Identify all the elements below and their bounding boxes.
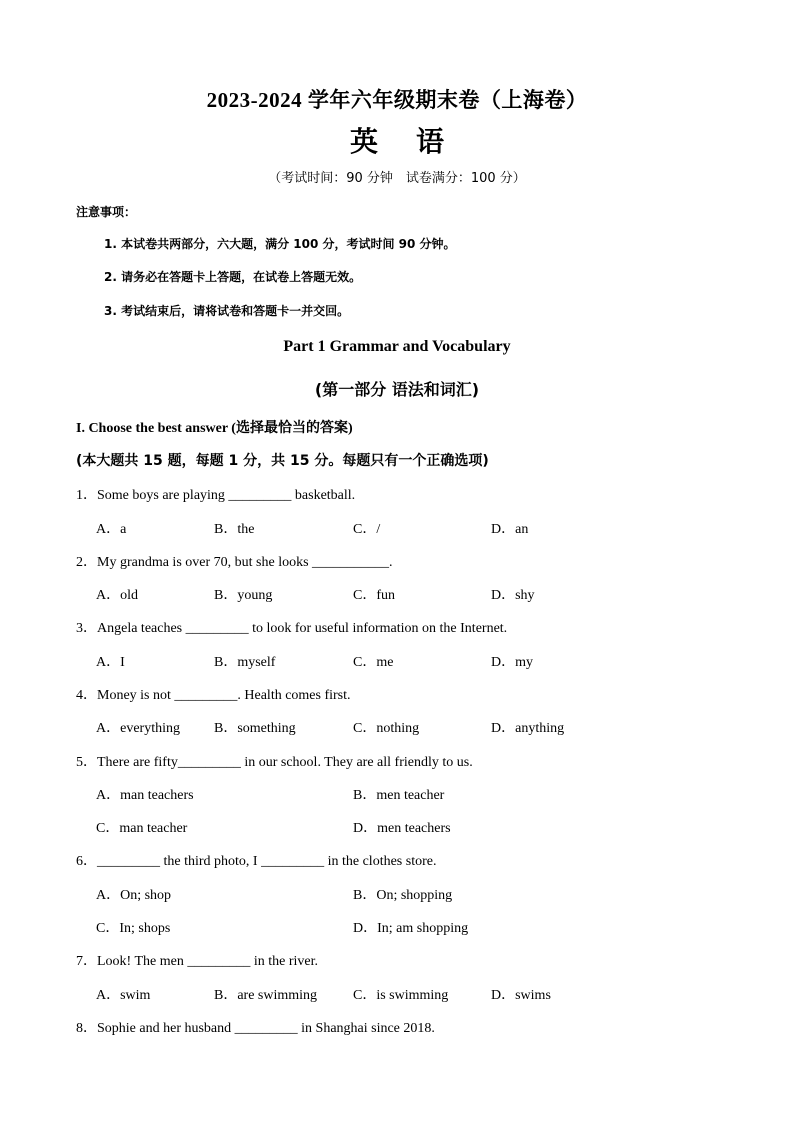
question-2: 2．My grandma is over 70, but she looks ___________. xyxy=(76,555,393,570)
q3-option-d: D．my xyxy=(491,655,533,670)
part-subtitle: (第一部分 语法和词汇) xyxy=(314,380,480,399)
q6-option-a: A．On; shop xyxy=(96,888,172,903)
q5-option-b: B．men teacher xyxy=(353,788,445,803)
q5-option-d: D．men teachers xyxy=(353,821,451,836)
q4-option-c: C．nothing xyxy=(353,721,420,736)
q1-option-d: D．an xyxy=(491,522,529,537)
part-title: Part 1 Grammar and Vocabulary xyxy=(283,338,511,355)
notes-title: 注意事项： xyxy=(76,205,137,219)
q2-option-c: C．fun xyxy=(353,588,395,603)
q2-option-b: B．young xyxy=(214,588,273,603)
section-heading: I. Choose the best answer (选择最恰当的答案) xyxy=(76,421,353,436)
q1-option-c: C．/ xyxy=(353,522,381,537)
note-item: 1. 本试卷共两部分，六大题，满分 100 分，考试时间 90 分钟。 xyxy=(104,237,456,251)
subject-char-1: 英 xyxy=(349,125,378,158)
note-item: 2. 请务必在答题卡上答题，在试卷上答题无效。 xyxy=(104,270,362,284)
question-5: 5．There are fifty_________ in our school. They are all friendly to us. xyxy=(76,755,473,770)
q2-option-d: D．shy xyxy=(491,588,535,603)
question-6: 6．_________ the third photo, I _________ in the clothes store. xyxy=(76,854,437,869)
q6-option-b: B．On; shopping xyxy=(353,888,453,903)
q6-option-d: D．In; am shopping xyxy=(353,921,469,936)
question-3: 3．Angela teaches _________ to look for useful information on the Internet. xyxy=(76,621,508,636)
q4-option-d: D．anything xyxy=(491,721,565,736)
q7-option-c: C．is swimming xyxy=(353,988,449,1003)
section-instruction: (本大题共 15 题，每题 1 分，共 15 分。每题只有一个正确选项) xyxy=(76,453,489,469)
exam-time-info: （考试时间：90 分钟 试卷满分：100 分） xyxy=(268,171,526,186)
q7-option-a: A．swim xyxy=(96,988,151,1003)
q7-option-b: B．are swimming xyxy=(214,988,318,1003)
q6-option-c: C．In; shops xyxy=(96,921,171,936)
q7-option-d: D．swims xyxy=(491,988,551,1003)
question-1: 1．Some boys are playing _________ basketball. xyxy=(76,488,356,503)
q5-option-a: A．man teachers xyxy=(96,788,194,803)
subject-char-2: 语 xyxy=(416,125,445,158)
q1-option-a: A．a xyxy=(96,522,127,537)
note-item: 3. 考试结束后，请将试卷和答题卡一并交回。 xyxy=(104,304,350,318)
q5-option-c: C．man teacher xyxy=(96,821,188,836)
q2-option-a: A．old xyxy=(96,588,138,603)
question-8: 8．Sophie and her husband _________ in Shanghai since 2018. xyxy=(76,1021,435,1036)
q3-option-c: C．me xyxy=(353,655,394,670)
exam-title: 2023-2024 学年六年级期末卷（上海卷） xyxy=(206,88,588,112)
subject-title xyxy=(0,120,794,160)
q3-option-b: B．myself xyxy=(214,655,276,670)
q1-option-b: B．the xyxy=(214,522,255,537)
question-4: 4．Money is not _________. Health comes first. xyxy=(76,688,351,703)
q4-option-a: A．everything xyxy=(96,721,180,736)
q4-option-b: B．something xyxy=(214,721,296,736)
question-7: 7．Look! The men _________ in the river. xyxy=(76,954,318,969)
q3-option-a: A．I xyxy=(96,655,125,670)
